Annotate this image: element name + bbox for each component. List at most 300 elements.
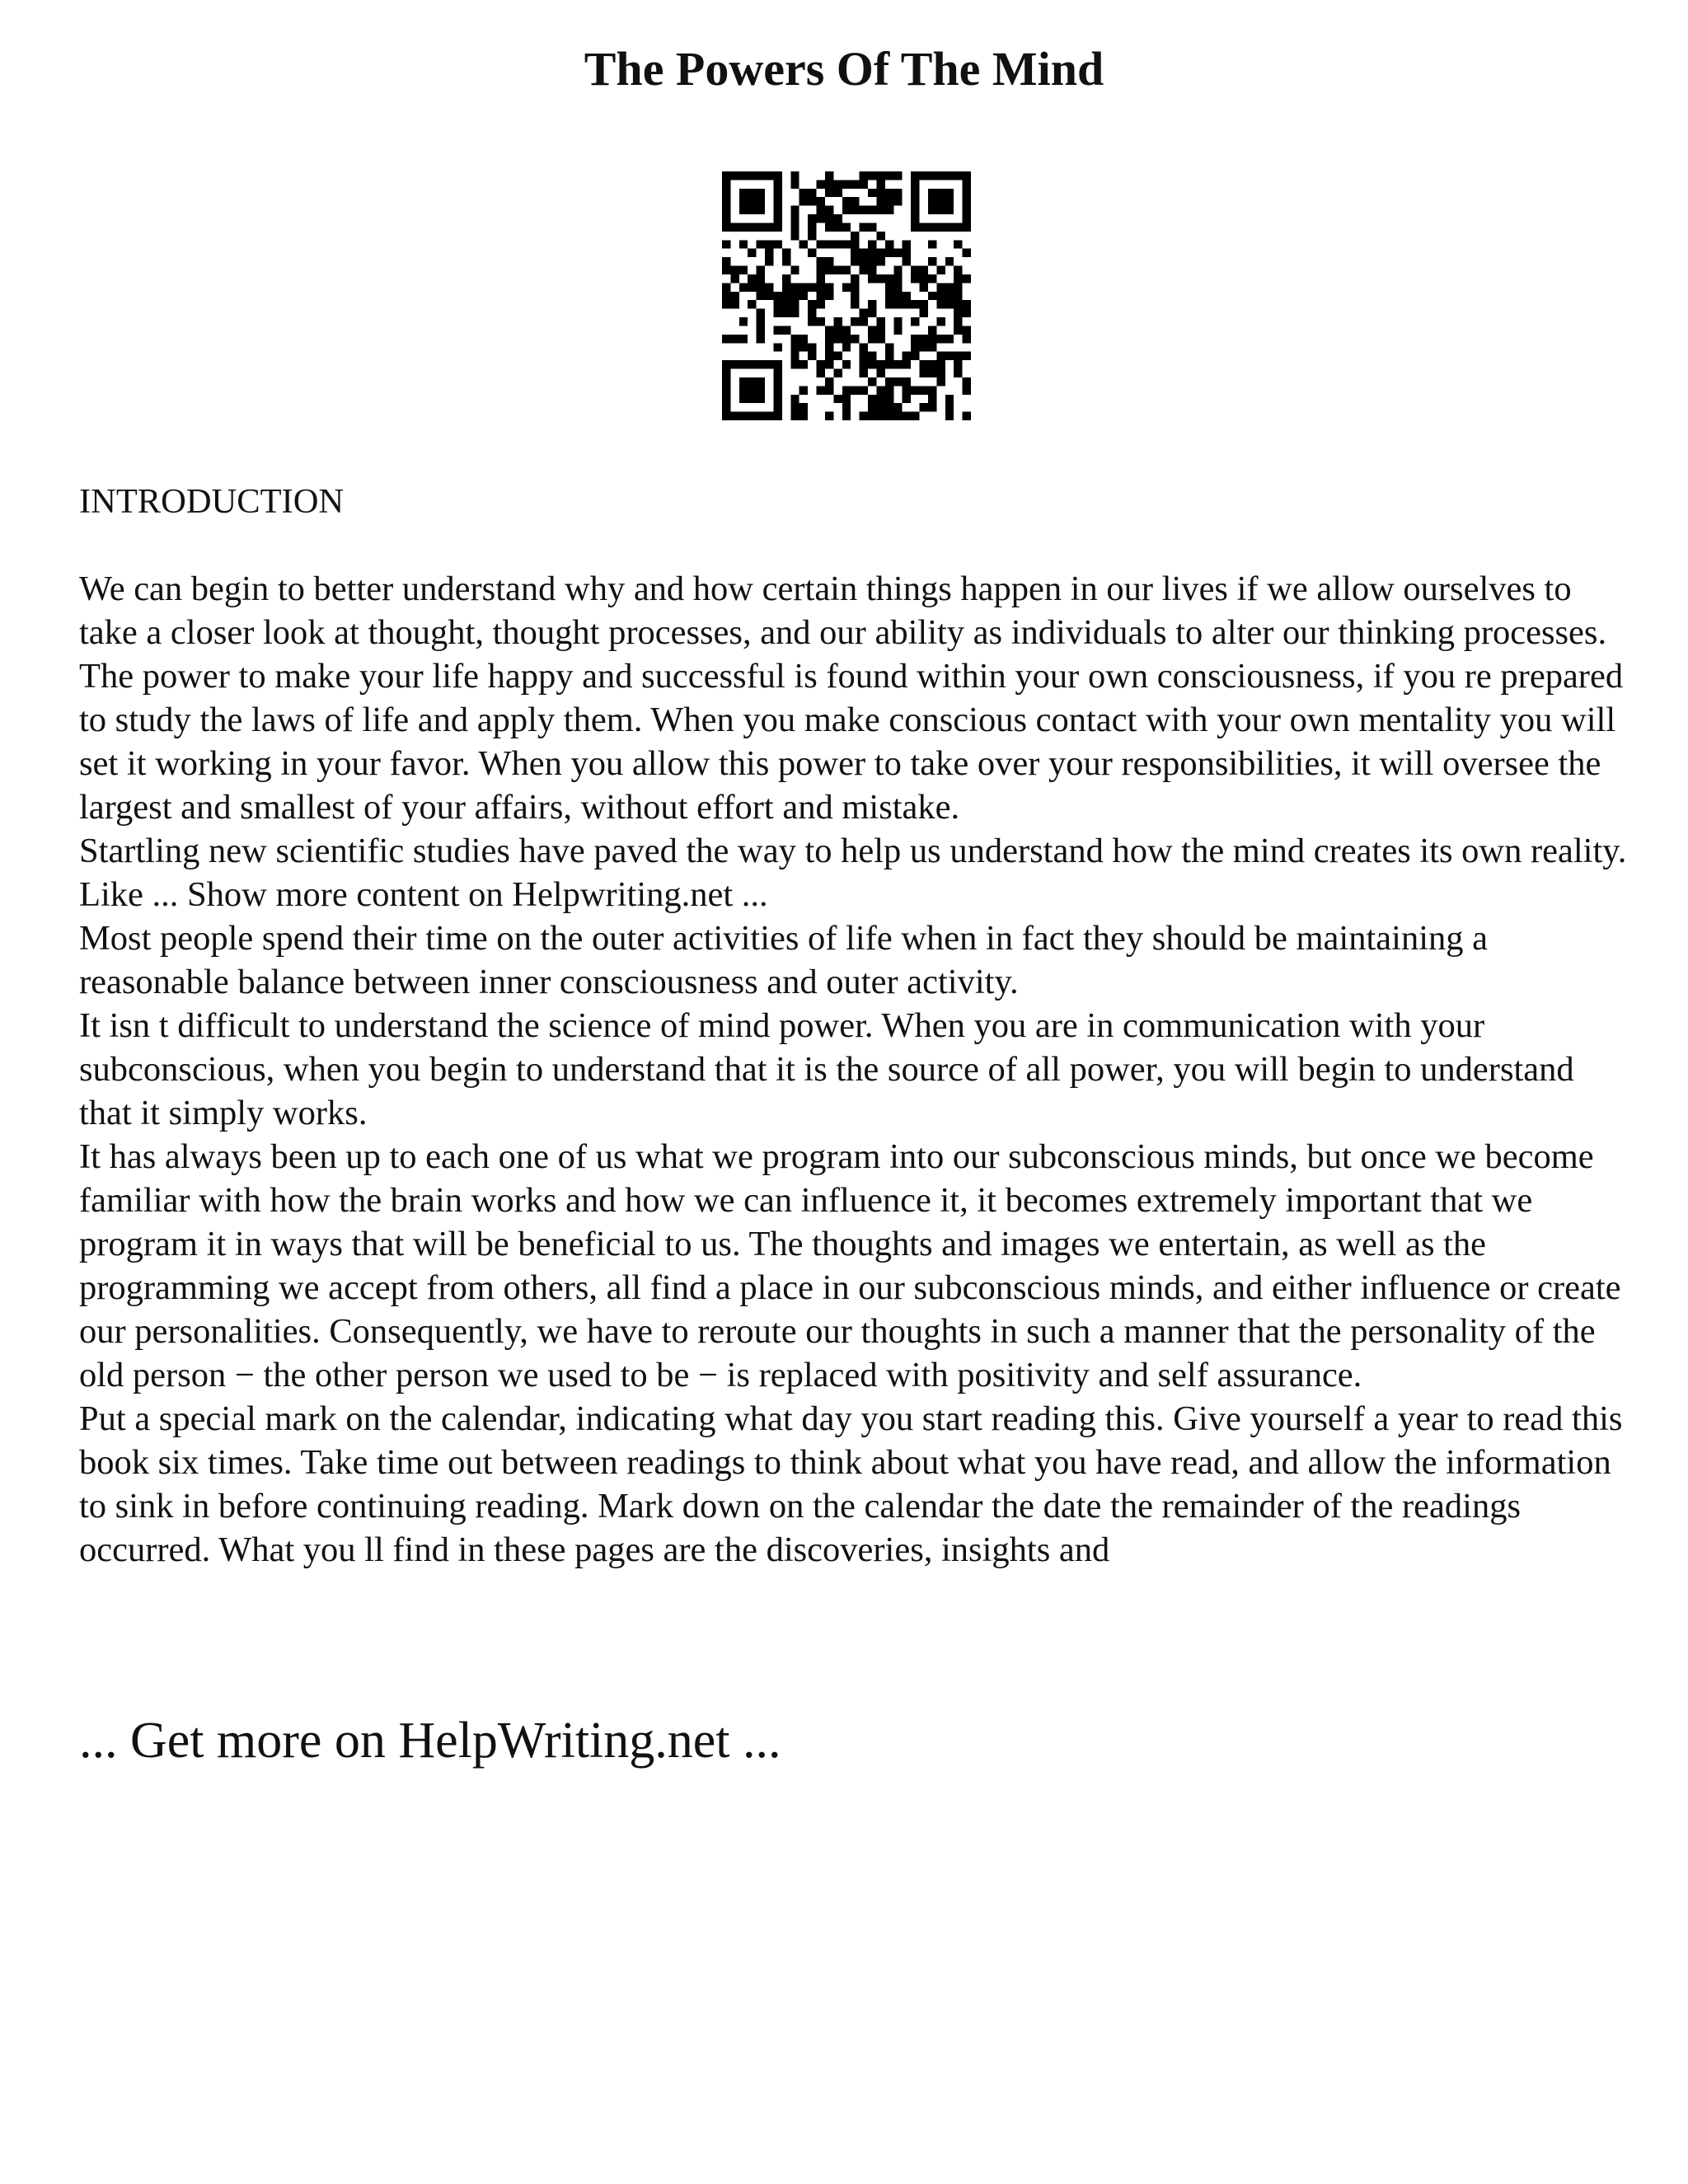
qr-module bbox=[903, 377, 911, 386]
qr-module bbox=[730, 266, 738, 274]
qr-module bbox=[722, 257, 730, 265]
qr-module bbox=[842, 343, 851, 351]
qr-module bbox=[808, 214, 816, 223]
qr-module bbox=[876, 232, 884, 240]
paragraph-6: Put a special mark on the calendar, indicating what day you start reading this. Give yourself a year to read this book six times. Take time out between readings to think about what you have read, and allow the information to sink in before continuing reading. Mark down on the calendar the date the remainder of the readings occurred. What you ll find in these pages are the discoveries, insights and bbox=[79, 1399, 1623, 1569]
qr-module bbox=[928, 326, 936, 334]
qr-module bbox=[748, 412, 756, 420]
qr-module bbox=[903, 292, 911, 300]
qr-module bbox=[851, 257, 859, 265]
qr-module bbox=[730, 360, 738, 368]
qr-module bbox=[954, 360, 962, 368]
qr-module bbox=[748, 171, 756, 180]
qr-module bbox=[963, 274, 971, 283]
qr-module bbox=[920, 369, 928, 377]
qr-module bbox=[833, 240, 842, 248]
qr-module bbox=[757, 171, 765, 180]
qr-module bbox=[790, 292, 799, 300]
qr-module bbox=[730, 292, 738, 300]
qr-module bbox=[885, 197, 893, 205]
qr-module bbox=[739, 395, 748, 403]
qr-module bbox=[928, 403, 936, 411]
qr-module bbox=[885, 343, 893, 351]
qr-module bbox=[773, 300, 781, 308]
qr-module bbox=[885, 292, 893, 300]
qr-module bbox=[825, 283, 833, 291]
qr-module bbox=[963, 189, 971, 197]
qr-module bbox=[903, 249, 911, 257]
qr-module bbox=[893, 403, 902, 411]
qr-module bbox=[868, 309, 876, 317]
qr-module bbox=[911, 171, 919, 180]
qr-module bbox=[799, 343, 808, 351]
qr-module bbox=[773, 395, 781, 403]
qr-module bbox=[928, 292, 936, 300]
qr-module bbox=[765, 292, 773, 300]
qr-module bbox=[928, 386, 936, 394]
qr-module bbox=[945, 171, 954, 180]
qr-module bbox=[842, 240, 851, 248]
qr-module bbox=[790, 335, 799, 343]
qr-module bbox=[790, 232, 799, 240]
qr-module bbox=[739, 283, 748, 291]
qr-module bbox=[963, 377, 971, 386]
qr-module bbox=[790, 309, 799, 317]
qr-module bbox=[885, 377, 893, 386]
qr-module bbox=[722, 214, 730, 223]
qr-module bbox=[920, 171, 928, 180]
qr-module bbox=[782, 249, 790, 257]
qr-module bbox=[868, 360, 876, 368]
qr-module bbox=[936, 189, 945, 197]
qr-module bbox=[842, 403, 851, 411]
qr-module bbox=[868, 206, 876, 214]
qr-module bbox=[945, 412, 954, 420]
qr-module bbox=[773, 180, 781, 188]
qr-module bbox=[963, 206, 971, 214]
qr-code-icon bbox=[722, 171, 971, 420]
qr-module bbox=[730, 412, 738, 420]
qr-module bbox=[928, 206, 936, 214]
qr-module bbox=[808, 232, 816, 240]
qr-module bbox=[928, 369, 936, 377]
qr-module bbox=[799, 403, 808, 411]
qr-module bbox=[825, 335, 833, 343]
qr-module bbox=[817, 206, 825, 214]
qr-module bbox=[799, 412, 808, 420]
qr-module bbox=[860, 412, 868, 420]
qr-module bbox=[893, 300, 902, 308]
qr-module bbox=[885, 274, 893, 283]
qr-module bbox=[860, 309, 868, 317]
qr-module bbox=[911, 223, 919, 231]
qr-module bbox=[885, 386, 893, 394]
get-more-link[interactable]: ... Get more on HelpWriting.net ... bbox=[79, 1713, 781, 1769]
qr-module bbox=[928, 343, 936, 351]
qr-module bbox=[903, 360, 911, 368]
qr-module bbox=[936, 317, 945, 326]
qr-module bbox=[860, 360, 868, 368]
qr-module bbox=[722, 377, 730, 386]
qr-module bbox=[868, 300, 876, 308]
qr-module bbox=[876, 249, 884, 257]
qr-module bbox=[876, 206, 884, 214]
qr-module bbox=[765, 257, 773, 265]
qr-module bbox=[963, 335, 971, 343]
qr-module bbox=[911, 206, 919, 214]
qr-module bbox=[876, 335, 884, 343]
qr-module bbox=[790, 171, 799, 180]
qr-module bbox=[790, 283, 799, 291]
qr-module bbox=[920, 309, 928, 317]
qr-module bbox=[911, 266, 919, 274]
qr-module bbox=[808, 223, 816, 231]
qr-module bbox=[911, 317, 919, 326]
qr-module bbox=[739, 386, 748, 394]
qr-module bbox=[920, 403, 928, 411]
qr-module bbox=[825, 189, 833, 197]
qr-module bbox=[833, 189, 842, 197]
qr-module bbox=[920, 386, 928, 394]
qr-module bbox=[936, 369, 945, 377]
qr-module bbox=[851, 206, 859, 214]
qr-module bbox=[954, 171, 962, 180]
qr-module bbox=[782, 274, 790, 283]
qr-module bbox=[868, 403, 876, 411]
qr-module bbox=[817, 386, 825, 394]
qr-module bbox=[773, 369, 781, 377]
qr-module bbox=[757, 266, 765, 274]
qr-module bbox=[773, 171, 781, 180]
qr-module bbox=[748, 189, 756, 197]
qr-module bbox=[868, 326, 876, 334]
qr-module bbox=[851, 232, 859, 240]
qr-module bbox=[860, 223, 868, 231]
qr-module bbox=[790, 206, 799, 214]
qr-module bbox=[782, 309, 790, 317]
qr-module bbox=[722, 412, 730, 420]
qr-module bbox=[808, 249, 816, 257]
qr-module bbox=[893, 266, 902, 274]
qr-module bbox=[757, 292, 765, 300]
qr-module bbox=[928, 257, 936, 265]
qr-module bbox=[730, 223, 738, 231]
qr-module bbox=[757, 360, 765, 368]
qr-module bbox=[817, 317, 825, 326]
qr-module bbox=[790, 266, 799, 274]
qr-module bbox=[739, 240, 748, 248]
qr-module bbox=[954, 292, 962, 300]
qr-module bbox=[860, 317, 868, 326]
qr-module bbox=[722, 403, 730, 411]
qr-module bbox=[868, 223, 876, 231]
qr-module bbox=[893, 326, 902, 334]
qr-module bbox=[868, 266, 876, 274]
qr-module bbox=[773, 403, 781, 411]
qr-module bbox=[954, 317, 962, 326]
qr-module bbox=[808, 300, 816, 308]
section-heading: INTRODUCTION bbox=[79, 482, 345, 521]
qr-module bbox=[928, 335, 936, 343]
qr-module bbox=[851, 240, 859, 248]
qr-module bbox=[860, 257, 868, 265]
qr-module bbox=[739, 412, 748, 420]
qr-module bbox=[782, 300, 790, 308]
qr-module bbox=[920, 360, 928, 368]
qr-module bbox=[757, 283, 765, 291]
qr-module bbox=[825, 412, 833, 420]
qr-module bbox=[842, 197, 851, 205]
qr-module bbox=[817, 283, 825, 291]
qr-module bbox=[920, 274, 928, 283]
qr-module bbox=[757, 240, 765, 248]
qr-module bbox=[833, 214, 842, 223]
qr-module bbox=[748, 377, 756, 386]
qr-module bbox=[903, 386, 911, 394]
qr-module bbox=[773, 377, 781, 386]
qr-module bbox=[893, 377, 902, 386]
qr-module bbox=[963, 300, 971, 308]
qr-module bbox=[773, 326, 781, 334]
qr-module bbox=[936, 300, 945, 308]
qr-module bbox=[722, 180, 730, 188]
qr-module bbox=[790, 223, 799, 231]
qr-module bbox=[722, 369, 730, 377]
qr-module bbox=[860, 171, 868, 180]
qr-module bbox=[920, 300, 928, 308]
qr-module bbox=[876, 274, 884, 283]
qr-module bbox=[799, 197, 808, 205]
qr-module bbox=[808, 343, 816, 351]
qr-module bbox=[765, 360, 773, 368]
qr-module bbox=[765, 171, 773, 180]
paragraph-5: It has always been up to each one of us what we program into our subconscious minds, but once we become familiar with how the brain works and how we can influence it, it becomes extremely important that we program it in ways that will be beneficial to us. The thoughts and images we entertain, as well as the programming we accept from others, all find a place in our subconscious minds, and either influence or create our personalities. Consequently, we have to reroute our thoughts in such a manner that the personality of the old person − the other person we used to be − is replaced with positivity and self assurance. bbox=[79, 1137, 1621, 1394]
qr-module bbox=[739, 360, 748, 368]
qr-module bbox=[722, 300, 730, 308]
qr-module bbox=[876, 360, 884, 368]
qr-module bbox=[757, 206, 765, 214]
qr-module bbox=[722, 292, 730, 300]
qr-module bbox=[868, 240, 876, 248]
qr-module bbox=[963, 214, 971, 223]
paragraph-1: We can begin to better understand why and how certain things happen in our lives if we allow ourselves to take a closer look at thought, thought processes, and our ability as individuals to alter our thinking processes. The power to make your life happy and successful is found within your own consciousness, if you re prepared to study the laws of life and apply them. When you make conscious contact with your own mentality you will set it working in your favor. When you allow this power to take over your responsibilities, it will oversee the largest and smallest of your affairs, without effort and mistake. bbox=[79, 569, 1624, 827]
qr-module bbox=[963, 180, 971, 188]
paragraph-4: It isn t difficult to understand the science of mind power. When you are in communication with your subconscious, when you begin to understand that it is the source of all power, you will begin to understand that it simply works. bbox=[79, 1006, 1574, 1132]
qr-module bbox=[765, 283, 773, 291]
qr-module bbox=[748, 197, 756, 205]
qr-module bbox=[868, 171, 876, 180]
qr-module bbox=[954, 223, 962, 231]
qr-module bbox=[920, 266, 928, 274]
qr-module bbox=[963, 326, 971, 334]
qr-module bbox=[825, 240, 833, 248]
qr-module bbox=[963, 249, 971, 257]
qr-module bbox=[885, 283, 893, 291]
qr-module bbox=[808, 283, 816, 291]
qr-module bbox=[782, 257, 790, 265]
qr-module bbox=[825, 266, 833, 274]
qr-module bbox=[876, 403, 884, 411]
qr-module bbox=[936, 292, 945, 300]
qr-module bbox=[893, 283, 902, 291]
qr-module bbox=[876, 386, 884, 394]
qr-module bbox=[825, 377, 833, 386]
qr-module bbox=[936, 266, 945, 274]
paragraph-2: Startling new scientific studies have paved the way to help us understand how the mind creates its own reality. Like ... Show more content on Helpwriting.net ... bbox=[79, 832, 1627, 914]
qr-module bbox=[911, 274, 919, 283]
qr-module bbox=[799, 360, 808, 368]
qr-module bbox=[790, 360, 799, 368]
qr-module bbox=[842, 412, 851, 420]
qr-module bbox=[876, 189, 884, 197]
qr-module bbox=[911, 189, 919, 197]
qr-module bbox=[722, 240, 730, 248]
qr-module bbox=[817, 274, 825, 283]
qr-module bbox=[954, 369, 962, 377]
qr-module bbox=[833, 180, 842, 188]
qr-module bbox=[825, 214, 833, 223]
qr-module bbox=[928, 274, 936, 283]
qr-module bbox=[868, 412, 876, 420]
qr-module bbox=[885, 360, 893, 368]
qr-module bbox=[773, 223, 781, 231]
qr-module bbox=[936, 283, 945, 291]
qr-module bbox=[825, 223, 833, 231]
qr-module bbox=[799, 283, 808, 291]
qr-module bbox=[842, 180, 851, 188]
qr-module bbox=[911, 180, 919, 188]
qr-module bbox=[825, 343, 833, 351]
qr-module bbox=[963, 309, 971, 317]
qr-module bbox=[817, 300, 825, 308]
qr-module bbox=[773, 189, 781, 197]
qr-module bbox=[893, 360, 902, 368]
qr-module bbox=[722, 395, 730, 403]
qr-module bbox=[885, 206, 893, 214]
qr-module bbox=[757, 326, 765, 334]
qr-module bbox=[876, 257, 884, 265]
qr-module bbox=[945, 206, 954, 214]
qr-module bbox=[833, 335, 842, 343]
qr-module bbox=[833, 395, 842, 403]
qr-module bbox=[860, 266, 868, 274]
qr-module bbox=[765, 223, 773, 231]
qr-module bbox=[808, 352, 816, 360]
qr-module bbox=[730, 274, 738, 283]
qr-module bbox=[920, 343, 928, 351]
qr-module bbox=[833, 352, 842, 360]
qr-module bbox=[739, 335, 748, 343]
qr-module bbox=[773, 412, 781, 420]
qr-module bbox=[868, 352, 876, 360]
qr-module bbox=[790, 352, 799, 360]
qr-module bbox=[833, 369, 842, 377]
qr-module bbox=[945, 300, 954, 308]
qr-module bbox=[954, 274, 962, 283]
qr-module bbox=[748, 395, 756, 403]
qr-module bbox=[954, 266, 962, 274]
qr-module bbox=[825, 206, 833, 214]
qr-module bbox=[799, 240, 808, 248]
qr-module bbox=[911, 197, 919, 205]
qr-module bbox=[757, 309, 765, 317]
qr-module bbox=[885, 403, 893, 411]
qr-module bbox=[963, 412, 971, 420]
qr-module bbox=[936, 377, 945, 386]
qr-module bbox=[790, 214, 799, 223]
qr-module bbox=[773, 360, 781, 368]
qr-module bbox=[928, 189, 936, 197]
qr-module bbox=[911, 300, 919, 308]
qr-module bbox=[928, 197, 936, 205]
qr-module bbox=[748, 386, 756, 394]
qr-module bbox=[936, 352, 945, 360]
qr-module bbox=[757, 189, 765, 197]
qr-module bbox=[885, 171, 893, 180]
qr-module bbox=[765, 412, 773, 420]
qr-module bbox=[911, 352, 919, 360]
qr-module bbox=[773, 309, 781, 317]
qr-module bbox=[920, 335, 928, 343]
qr-module bbox=[842, 206, 851, 214]
qr-module bbox=[860, 180, 868, 188]
qr-module bbox=[945, 283, 954, 291]
qr-module bbox=[860, 343, 868, 351]
qr-module bbox=[833, 266, 842, 274]
qr-module bbox=[893, 274, 902, 283]
qr-module bbox=[842, 283, 851, 291]
qr-module bbox=[825, 171, 833, 180]
qr-module bbox=[876, 180, 884, 188]
qr-module bbox=[963, 197, 971, 205]
qr-module bbox=[757, 223, 765, 231]
qr-module bbox=[936, 171, 945, 180]
qr-module bbox=[748, 300, 756, 308]
qr-module bbox=[903, 300, 911, 308]
qr-module bbox=[945, 403, 954, 411]
qr-module bbox=[739, 223, 748, 231]
qr-module bbox=[782, 292, 790, 300]
page-title: The Powers Of The Mind bbox=[584, 42, 1104, 96]
qr-module bbox=[851, 249, 859, 257]
qr-module bbox=[748, 206, 756, 214]
qr-module bbox=[825, 326, 833, 334]
qr-module bbox=[876, 395, 884, 403]
qr-module bbox=[739, 197, 748, 205]
qr-module bbox=[765, 240, 773, 248]
qr-module bbox=[722, 266, 730, 274]
qr-module bbox=[911, 412, 919, 420]
qr-module bbox=[954, 352, 962, 360]
qr-module bbox=[911, 335, 919, 343]
qr-module bbox=[860, 369, 868, 377]
qr-module bbox=[945, 197, 954, 205]
qr-module bbox=[833, 326, 842, 334]
qr-module bbox=[817, 180, 825, 188]
qr-module bbox=[808, 189, 816, 197]
qr-module bbox=[817, 266, 825, 274]
qr-module bbox=[817, 257, 825, 265]
qr-module bbox=[945, 395, 954, 403]
qr-module bbox=[860, 352, 868, 360]
qr-module bbox=[954, 326, 962, 334]
qr-module bbox=[868, 335, 876, 343]
qr-module bbox=[842, 223, 851, 231]
qr-module bbox=[868, 249, 876, 257]
qr-module bbox=[920, 223, 928, 231]
qr-module bbox=[765, 249, 773, 257]
qr-module bbox=[945, 189, 954, 197]
